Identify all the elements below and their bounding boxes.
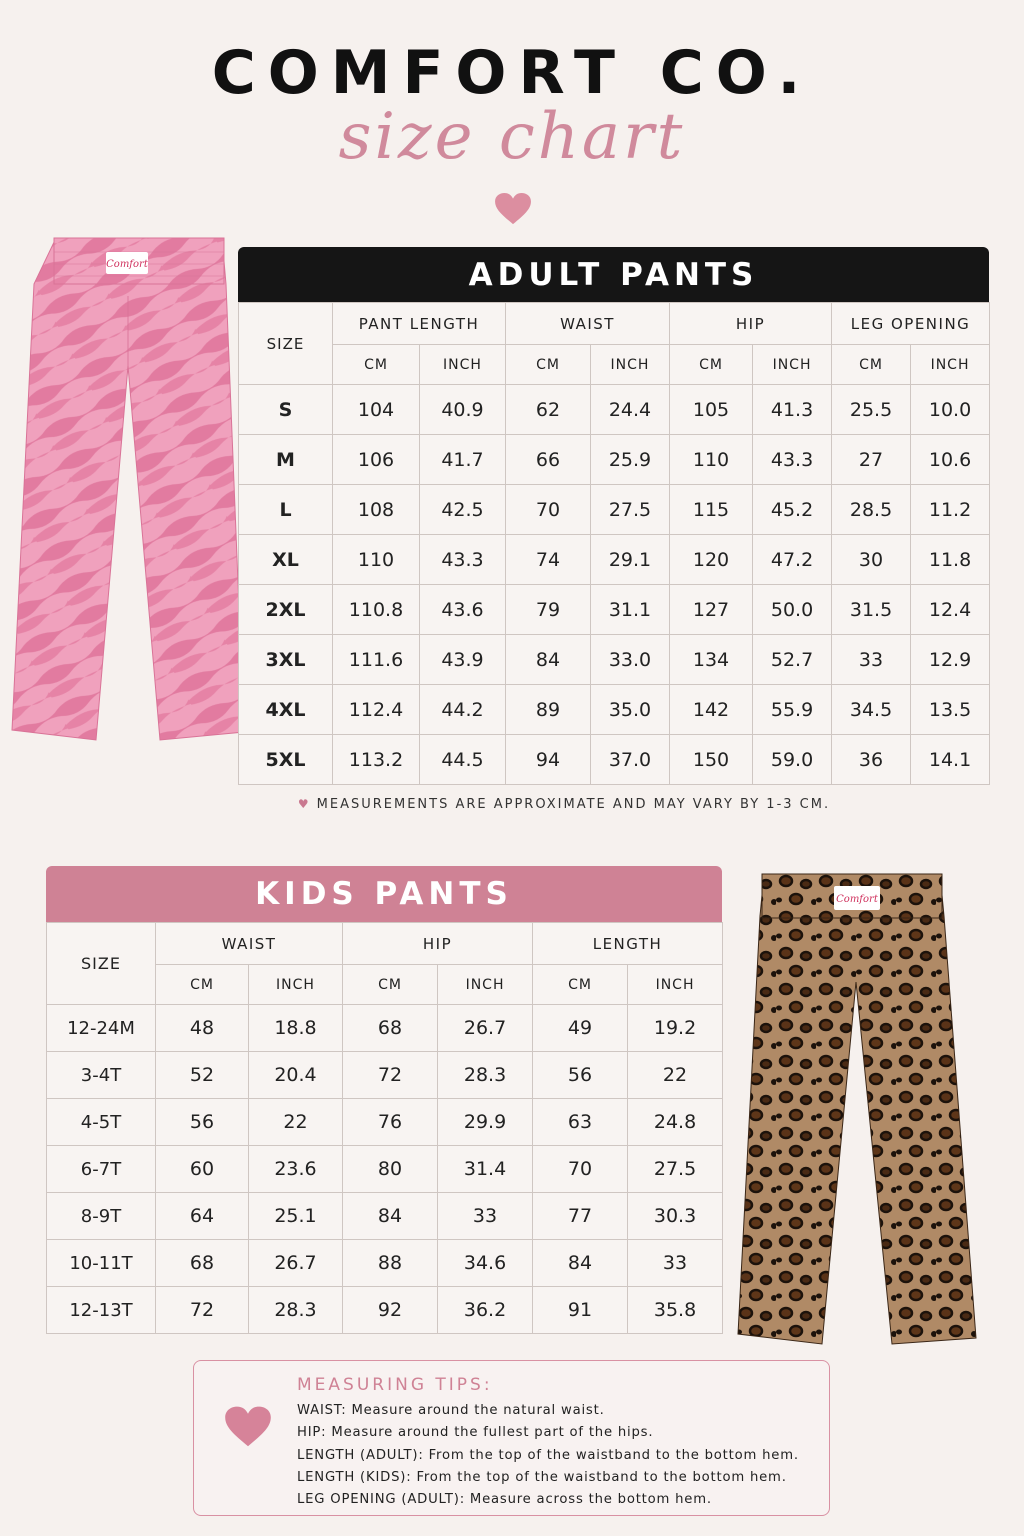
value-cell: 26.7 xyxy=(438,1005,533,1052)
value-cell: 72 xyxy=(156,1287,249,1334)
value-cell: 115 xyxy=(670,485,753,535)
value-cell: 22 xyxy=(249,1099,343,1146)
value-cell: 142 xyxy=(670,685,753,735)
leopard-pants-image xyxy=(736,872,980,1346)
table-row xyxy=(47,1240,723,1287)
value-cell: 43.3 xyxy=(420,535,506,585)
measurement-note xyxy=(0,797,1024,812)
value-cell: 11.8 xyxy=(911,535,990,585)
value-cell: 49 xyxy=(533,1005,628,1052)
kids-pants-title: KIDS PANTS xyxy=(46,866,722,922)
table-row xyxy=(239,735,990,785)
unit-header: CM xyxy=(832,345,911,385)
value-cell: 33 xyxy=(832,635,911,685)
value-cell: 76 xyxy=(343,1099,438,1146)
size-cell: XL xyxy=(239,535,333,585)
size-chart-subtitle: size chart xyxy=(338,100,686,174)
adult-pants-section xyxy=(238,247,989,785)
value-cell: 13.5 xyxy=(911,685,990,735)
value-cell: 35.8 xyxy=(628,1287,723,1334)
value-cell: 63 xyxy=(533,1099,628,1146)
value-cell: 84 xyxy=(533,1240,628,1287)
value-cell: 30.3 xyxy=(628,1193,723,1240)
value-cell: 150 xyxy=(670,735,753,785)
value-cell: 72 xyxy=(343,1052,438,1099)
value-cell: 70 xyxy=(506,485,591,535)
tip-item: HIP: Measure around the fullest part of the hips. xyxy=(297,1425,654,1441)
value-cell: 10.6 xyxy=(911,435,990,485)
unit-header: INCH xyxy=(911,345,990,385)
unit-header: CM xyxy=(156,965,249,1005)
heart-icon: ♥ xyxy=(297,797,311,811)
kids-pants-section xyxy=(46,866,722,1334)
measuring-tips-box xyxy=(193,1360,830,1516)
value-cell: 110 xyxy=(670,435,753,485)
unit-header: CM xyxy=(333,345,420,385)
value-cell: 27.5 xyxy=(628,1146,723,1193)
size-header: SIZE xyxy=(47,923,156,1005)
value-cell: 55.9 xyxy=(753,685,832,735)
value-cell: 110.8 xyxy=(333,585,420,635)
size-cell: M xyxy=(239,435,333,485)
value-cell: 74 xyxy=(506,535,591,585)
value-cell: 12.4 xyxy=(911,585,990,635)
value-cell: 43.6 xyxy=(420,585,506,635)
table-row xyxy=(239,685,990,735)
value-cell: 26.7 xyxy=(249,1240,343,1287)
value-cell: 48 xyxy=(156,1005,249,1052)
value-cell: 84 xyxy=(343,1193,438,1240)
value-cell: 27.5 xyxy=(591,485,670,535)
value-cell: 56 xyxy=(156,1099,249,1146)
value-cell: 52.7 xyxy=(753,635,832,685)
value-cell: 41.7 xyxy=(420,435,506,485)
value-cell: 70 xyxy=(533,1146,628,1193)
group-header: LEG OPENING xyxy=(832,303,990,345)
heart-icon xyxy=(494,192,532,226)
brand-title: COMFORT CO. xyxy=(211,38,813,108)
value-cell: 134 xyxy=(670,635,753,685)
tip-item: WAIST: Measure around the natural waist. xyxy=(297,1403,605,1418)
value-cell: 45.2 xyxy=(753,485,832,535)
value-cell: 24.8 xyxy=(628,1099,723,1146)
value-cell: 36.2 xyxy=(438,1287,533,1334)
table-row xyxy=(239,535,990,585)
unit-header: CM xyxy=(343,965,438,1005)
table-row xyxy=(239,435,990,485)
value-cell: 10.0 xyxy=(911,385,990,435)
note-text: MEASUREMENTS ARE APPROXIMATE AND MAY VARY BY 1-3 CM. xyxy=(316,797,831,812)
value-cell: 35.0 xyxy=(591,685,670,735)
size-cell: 10-11T xyxy=(47,1240,156,1287)
size-cell: S xyxy=(239,385,333,435)
value-cell: 68 xyxy=(343,1005,438,1052)
value-cell: 29.9 xyxy=(438,1099,533,1146)
value-cell: 20.4 xyxy=(249,1052,343,1099)
value-cell: 31.5 xyxy=(832,585,911,635)
table-row xyxy=(47,1146,723,1193)
value-cell: 25.1 xyxy=(249,1193,343,1240)
value-cell: 31.1 xyxy=(591,585,670,635)
adult-size-table xyxy=(238,302,990,785)
value-cell: 44.2 xyxy=(420,685,506,735)
value-cell: 24.4 xyxy=(591,385,670,435)
value-cell: 77 xyxy=(533,1193,628,1240)
value-cell: 28.3 xyxy=(249,1287,343,1334)
table-row xyxy=(47,1287,723,1334)
value-cell: 64 xyxy=(156,1193,249,1240)
value-cell: 56 xyxy=(533,1052,628,1099)
unit-header: INCH xyxy=(249,965,343,1005)
value-cell: 68 xyxy=(156,1240,249,1287)
size-cell: 4-5T xyxy=(47,1099,156,1146)
value-cell: 29.1 xyxy=(591,535,670,585)
value-cell: 41.3 xyxy=(753,385,832,435)
value-cell: 59.0 xyxy=(753,735,832,785)
value-cell: 11.2 xyxy=(911,485,990,535)
group-header: WAIST xyxy=(506,303,670,345)
kids-size-table xyxy=(46,922,723,1334)
value-cell: 43.3 xyxy=(753,435,832,485)
value-cell: 25.5 xyxy=(832,385,911,435)
value-cell: 92 xyxy=(343,1287,438,1334)
heart-icon xyxy=(224,1405,272,1449)
value-cell: 33 xyxy=(438,1193,533,1240)
tips-list xyxy=(297,1400,799,1511)
value-cell: 37.0 xyxy=(591,735,670,785)
value-cell: 27 xyxy=(832,435,911,485)
value-cell: 22 xyxy=(628,1052,723,1099)
unit-header: CM xyxy=(670,345,753,385)
value-cell: 36 xyxy=(832,735,911,785)
value-cell: 110 xyxy=(333,535,420,585)
value-cell: 84 xyxy=(506,635,591,685)
size-cell: 8-9T xyxy=(47,1193,156,1240)
value-cell: 88 xyxy=(343,1240,438,1287)
value-cell: 80 xyxy=(343,1146,438,1193)
table-row xyxy=(47,1052,723,1099)
pink-zebra-pants-image xyxy=(10,236,246,744)
value-cell: 89 xyxy=(506,685,591,735)
tip-item: LEG OPENING (ADULT): Measure across the bottom hem. xyxy=(297,1492,712,1508)
size-header: SIZE xyxy=(239,303,333,385)
unit-header: INCH xyxy=(438,965,533,1005)
value-cell: 23.6 xyxy=(249,1146,343,1193)
value-cell: 33.0 xyxy=(591,635,670,685)
value-cell: 62 xyxy=(506,385,591,435)
value-cell: 111.6 xyxy=(333,635,420,685)
group-header: LENGTH xyxy=(533,923,723,965)
value-cell: 120 xyxy=(670,535,753,585)
value-cell: 50.0 xyxy=(753,585,832,635)
size-cell: 4XL xyxy=(239,685,333,735)
pants-label-text: Comfort xyxy=(106,259,148,270)
table-row xyxy=(47,1193,723,1240)
unit-header: INCH xyxy=(420,345,506,385)
table-row xyxy=(239,385,990,435)
table-row xyxy=(239,635,990,685)
adult-pants-title: ADULT PANTS xyxy=(238,247,989,302)
value-cell: 14.1 xyxy=(911,735,990,785)
value-cell: 112.4 xyxy=(333,685,420,735)
value-cell: 18.8 xyxy=(249,1005,343,1052)
size-cell: 12-13T xyxy=(47,1287,156,1334)
size-cell: 5XL xyxy=(239,735,333,785)
unit-header: CM xyxy=(506,345,591,385)
value-cell: 43.9 xyxy=(420,635,506,685)
value-cell: 12.9 xyxy=(911,635,990,685)
value-cell: 91 xyxy=(533,1287,628,1334)
value-cell: 108 xyxy=(333,485,420,535)
value-cell: 60 xyxy=(156,1146,249,1193)
value-cell: 66 xyxy=(506,435,591,485)
unit-header: INCH xyxy=(591,345,670,385)
value-cell: 31.4 xyxy=(438,1146,533,1193)
unit-header: INCH xyxy=(628,965,723,1005)
value-cell: 40.9 xyxy=(420,385,506,435)
value-cell: 34.5 xyxy=(832,685,911,735)
value-cell: 25.9 xyxy=(591,435,670,485)
tip-item: LENGTH (KIDS): From the top of the waistband to the bottom hem. xyxy=(297,1469,787,1485)
value-cell: 106 xyxy=(333,435,420,485)
table-row xyxy=(47,1005,723,1052)
value-cell: 52 xyxy=(156,1052,249,1099)
value-cell: 79 xyxy=(506,585,591,635)
group-header: HIP xyxy=(343,923,533,965)
value-cell: 28.3 xyxy=(438,1052,533,1099)
value-cell: 30 xyxy=(832,535,911,585)
group-header: HIP xyxy=(670,303,832,345)
value-cell: 113.2 xyxy=(333,735,420,785)
value-cell: 104 xyxy=(333,385,420,435)
value-cell: 105 xyxy=(670,385,753,435)
size-cell: 6-7T xyxy=(47,1146,156,1193)
value-cell: 94 xyxy=(506,735,591,785)
size-cell: 12-24M xyxy=(47,1005,156,1052)
value-cell: 28.5 xyxy=(832,485,911,535)
size-cell: 3-4T xyxy=(47,1052,156,1099)
value-cell: 34.6 xyxy=(438,1240,533,1287)
value-cell: 42.5 xyxy=(420,485,506,535)
tip-item: LENGTH (ADULT): From the top of the waistband to the bottom hem. xyxy=(297,1447,799,1463)
table-row xyxy=(239,585,990,635)
size-cell: 3XL xyxy=(239,635,333,685)
unit-header: INCH xyxy=(753,345,832,385)
value-cell: 33 xyxy=(628,1240,723,1287)
size-cell: L xyxy=(239,485,333,535)
value-cell: 44.5 xyxy=(420,735,506,785)
value-cell: 47.2 xyxy=(753,535,832,585)
group-header: PANT LENGTH xyxy=(333,303,506,345)
value-cell: 127 xyxy=(670,585,753,635)
tips-title: MEASURING TIPS: xyxy=(297,1375,493,1395)
pants-label-text: Comfort xyxy=(836,894,878,905)
unit-header: CM xyxy=(533,965,628,1005)
group-header: WAIST xyxy=(156,923,343,965)
size-cell: 2XL xyxy=(239,585,333,635)
table-row xyxy=(239,485,990,535)
table-row xyxy=(47,1099,723,1146)
value-cell: 19.2 xyxy=(628,1005,723,1052)
